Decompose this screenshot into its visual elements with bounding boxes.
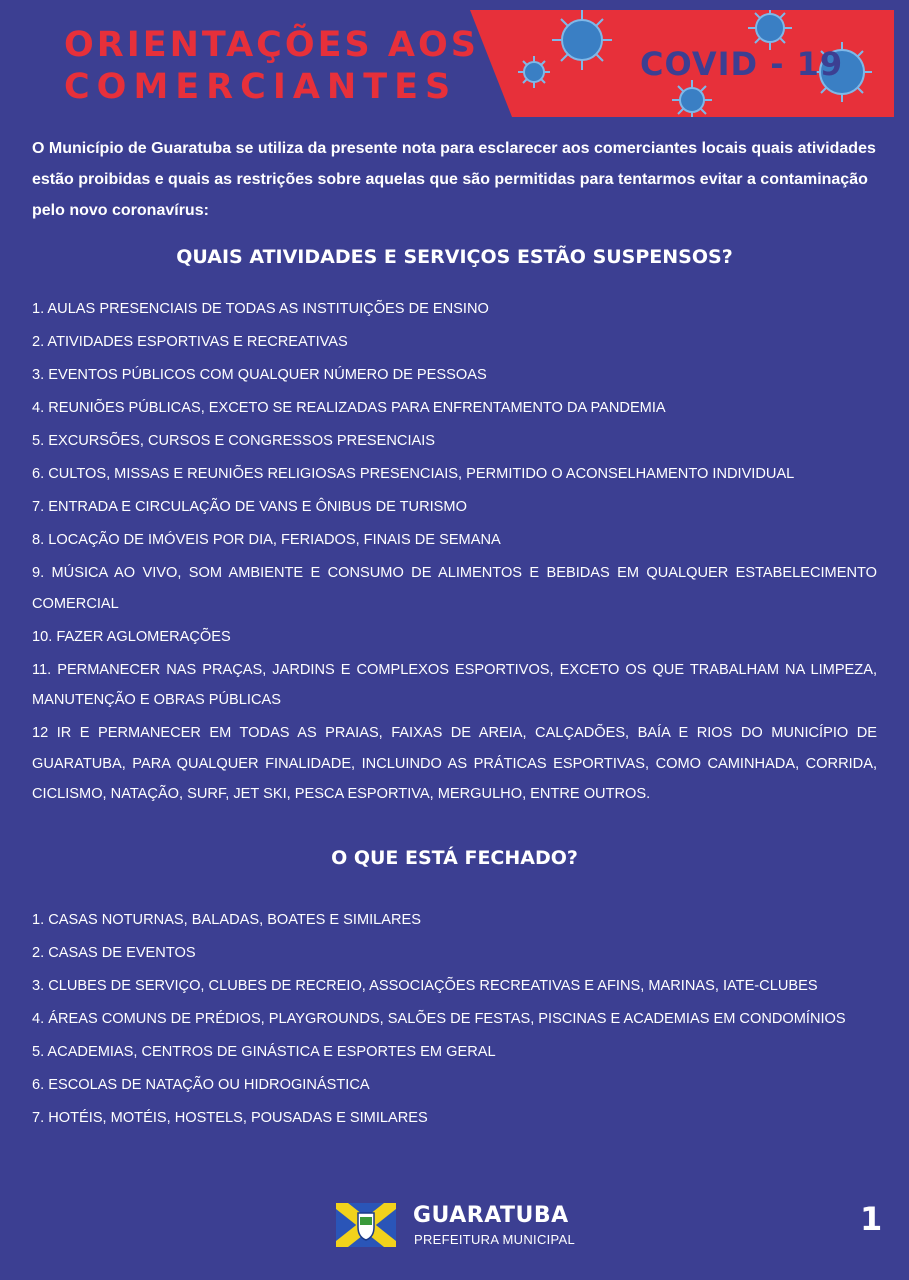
list-item: 7. HOTÉIS, MOTÉIS, HOSTELS, POUSADAS E SIMILARES [32, 1110, 428, 1126]
page-number: 1 [860, 1200, 883, 1238]
list-item: 5. ACADEMIAS, CENTROS DE GINÁSTICA E ESPORTES EM GERAL [32, 1044, 496, 1060]
page-title [64, 24, 484, 108]
closed-list [32, 905, 877, 1136]
title-line-2: COMERCIANTES [64, 67, 458, 107]
intro-paragraph: O Município de Guaratuba se utiliza da presente nota para esclarecer aos comerciantes locais quais atividades estão proibidas e quais as restrições sobre aquelas que são permitidas para tentarmos evitar a contaminação pelo novo coronavírus: [32, 140, 876, 219]
brand-name: GUARATUBA [413, 1203, 569, 1228]
list-item: 6. CULTOS, MISSAS E REUNIÕES RELIGIOSAS PRESENCIAIS, PERMITIDO O ACONSELHAMENTO INDIVIDUAL [32, 466, 795, 482]
list-item: 1. CASAS NOTURNAS, BALADAS, BOATES E SIMILARES [32, 912, 422, 928]
list-item: 8. LOCAÇÃO DE IMÓVEIS POR DIA, FERIADOS, FINAIS DE SEMANA [32, 532, 501, 548]
list-item: 4. ÁREAS COMUNS DE PRÉDIOS, PLAYGROUNDS, SALÕES DE FESTAS, PISCINAS E ACADEMIAS EM CONDOMÍNIOS [32, 1011, 846, 1027]
list-item: 10. FAZER AGLOMERAÇÕES [32, 628, 231, 645]
list-item: 12 IR E PERMANECER EM TODAS AS PRAIAS, FAIXAS DE AREIA, CALÇADÕES, BAÍA E RIOS DO MUNICÍPIO DE GUARATUBA, PARA QUALQUER FINALIDADE, INCLUINDO AS PRÁTICAS ESPORTIVAS, COMO CAMINHADA, CORRIDA, CICLISMO, NATAÇÃO, SURF, JET SKI, PESCA ESPORTIVA, MERGULHO, ENTRE OUTROS. [32, 725, 877, 802]
list-item: 9. MÚSICA AO VIVO, SOM AMBIENTE E CONSUMO DE ALIMENTOS E BEBIDAS EM QUALQUER ESTABELECIMENTO COMERCIAL [32, 565, 877, 612]
brand-subtitle: PREFEITURA MUNICIPAL [414, 1232, 576, 1247]
list-item: 6. ESCOLAS DE NATAÇÃO OU HIDROGINÁSTICA [32, 1077, 370, 1093]
title-line-1: ORIENTAÇÕES AOS [64, 25, 479, 65]
covid-banner [470, 10, 894, 117]
list-item: 3. CLUBES DE SERVIÇO, CLUBES DE RECREIO, ASSOCIAÇÕES RECREATIVAS E AFINS, MARINAS, IATE-CLUBES [32, 978, 818, 994]
covid-label: COVID - 19 [640, 45, 844, 83]
list-item: 3. EVENTOS PÚBLICOS COM QUALQUER NÚMERO DE PESSOAS [32, 367, 487, 383]
suspended-heading: QUAIS ATIVIDADES E SERVIÇOS ESTÃO SUSPENSOS? [176, 246, 733, 268]
guaratuba-flag-emblem-icon [334, 1197, 398, 1253]
list-item: 5. EXCURSÕES, CURSOS E CONGRESSOS PRESENCIAIS [32, 433, 436, 449]
list-item: 4. REUNIÕES PÚBLICAS, EXCETO SE REALIZADAS PARA ENFRENTAMENTO DA PANDEMIA [32, 400, 666, 416]
list-item: 7. ENTRADA E CIRCULAÇÃO DE VANS E ÔNIBUS DE TURISMO [32, 499, 467, 515]
list-item: 1. AULAS PRESENCIAIS DE TODAS AS INSTITUIÇÕES DE ENSINO [32, 301, 489, 317]
closed-heading: O QUE ESTÁ FECHADO? [331, 847, 578, 869]
list-item: 2. ATIVIDADES ESPORTIVAS E RECREATIVAS [32, 334, 348, 350]
list-item: 2. CASAS DE EVENTOS [32, 945, 196, 961]
suspended-list [32, 294, 877, 812]
list-item: 11. PERMANECER NAS PRAÇAS, JARDINS E COMPLEXOS ESPORTIVOS, EXCETO OS QUE TRABALHAM NA LIMPEZA, MANUTENÇÃO E OBRAS PÚBLICAS [32, 661, 877, 708]
